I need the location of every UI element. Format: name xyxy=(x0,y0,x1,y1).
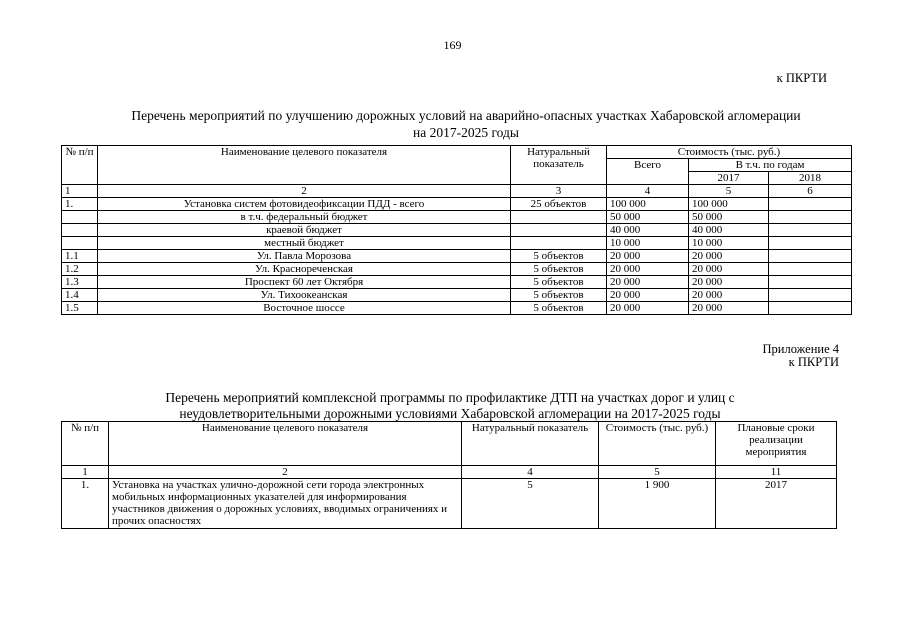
row-name: Ул. Краснореченская xyxy=(98,263,511,276)
appendix-line2: к ПКРТИ xyxy=(788,355,839,369)
table-row xyxy=(62,237,852,250)
row-natural xyxy=(511,211,607,224)
col-number: 1 xyxy=(62,466,109,479)
table-row xyxy=(62,276,852,289)
table1-title-line1: Перечень мероприятий по улучшению дорожных условий на аварийно-опасных участках Хабаровской агломерации xyxy=(131,108,801,123)
row-total: 20 000 xyxy=(607,289,689,302)
row-total: 100 000 xyxy=(607,198,689,211)
row-2017: 20 000 xyxy=(689,276,769,289)
header-name: Наименование целевого показателя xyxy=(109,422,462,466)
header-num: № п/п xyxy=(62,146,98,185)
row-name: Ул. Тихоокеанская xyxy=(98,289,511,302)
header-incl: В т.ч. по годам xyxy=(689,159,852,172)
row-natural: 5 объектов xyxy=(511,276,607,289)
col-number: 2 xyxy=(109,466,462,479)
header-natural: Натуральный показатель xyxy=(462,422,599,466)
row-natural: 5 объектов xyxy=(511,302,607,315)
row-natural: 5 объектов xyxy=(511,289,607,302)
page-number: 169 xyxy=(443,38,462,52)
col-number: 1 xyxy=(62,185,98,198)
row-natural: 5 объектов xyxy=(511,263,607,276)
row-2018 xyxy=(769,289,852,302)
header-num: № п/п xyxy=(62,422,109,466)
table2-title xyxy=(70,390,830,422)
header-natural: Натуральный показатель xyxy=(511,146,607,185)
row-num: 1.4 xyxy=(62,289,98,302)
row-total: 20 000 xyxy=(607,276,689,289)
table-row xyxy=(62,250,852,263)
row-name: в т.ч. федеральный бюджет xyxy=(98,211,511,224)
header-name: Наименование целевого показателя xyxy=(98,146,511,185)
header-terms: Плановые сроки реализации мероприятия xyxy=(716,422,837,466)
row-natural xyxy=(511,237,607,250)
row-total: 20 000 xyxy=(607,263,689,276)
table2 xyxy=(61,421,837,529)
row-natural: 5 xyxy=(462,479,599,529)
row-2018 xyxy=(769,237,852,250)
row-2018 xyxy=(769,224,852,237)
reference-label: к ПКРТИ xyxy=(776,71,827,85)
col-number: 11 xyxy=(716,466,837,479)
table1-title-line2: на 2017-2025 годы xyxy=(413,125,519,140)
header-cost: Стоимость (тыс. руб.) xyxy=(607,146,852,159)
row-2018 xyxy=(769,198,852,211)
row-total: 40 000 xyxy=(607,224,689,237)
row-name: краевой бюджет xyxy=(98,224,511,237)
row-natural xyxy=(511,224,607,237)
row-2018 xyxy=(769,263,852,276)
appendix-label xyxy=(763,343,839,369)
row-2017: 50 000 xyxy=(689,211,769,224)
row-terms: 2017 xyxy=(716,479,837,529)
header-2018: 2018 xyxy=(769,172,852,185)
row-name: Установка на участках улично-дорожной сети города электронных мобильных информационных указателей для информирования участников движения о дорожных условиях, вводимых ограничениях и прочих опасностях xyxy=(109,479,462,529)
row-2017: 100 000 xyxy=(689,198,769,211)
row-cost: 1 900 xyxy=(599,479,716,529)
row-natural: 5 объектов xyxy=(511,250,607,263)
table-row xyxy=(62,302,852,315)
appendix-line1: Приложение 4 xyxy=(762,342,839,356)
table-row xyxy=(62,224,852,237)
row-2017: 10 000 xyxy=(689,237,769,250)
col-number: 5 xyxy=(689,185,769,198)
table1 xyxy=(61,145,852,315)
row-2017: 20 000 xyxy=(689,289,769,302)
row-total: 20 000 xyxy=(607,250,689,263)
row-total: 10 000 xyxy=(607,237,689,250)
row-2017: 20 000 xyxy=(689,263,769,276)
row-2018 xyxy=(769,302,852,315)
col-number: 5 xyxy=(599,466,716,479)
row-num: 1.5 xyxy=(62,302,98,315)
row-name: Восточное шоссе xyxy=(98,302,511,315)
table2-title-line1: Перечень мероприятий комплексной программы по профилактике ДТП на участках дорог и улиц с xyxy=(165,390,735,405)
header-cost: Стоимость (тыс. руб.) xyxy=(599,422,716,466)
row-total: 50 000 xyxy=(607,211,689,224)
col-number: 2 xyxy=(98,185,511,198)
header-total: Всего xyxy=(607,159,689,185)
col-number: 4 xyxy=(607,185,689,198)
table-row xyxy=(62,263,852,276)
row-2017: 20 000 xyxy=(689,302,769,315)
row-name: Проспект 60 лет Октября xyxy=(98,276,511,289)
row-2018 xyxy=(769,276,852,289)
table2-title-line2: неудовлетворительными дорожными условиями Хабаровской агломерации на 2017-2025 годы xyxy=(179,406,721,421)
row-num: 1.3 xyxy=(62,276,98,289)
row-num: 1.2 xyxy=(62,263,98,276)
table-row xyxy=(62,289,852,302)
row-2017: 20 000 xyxy=(689,250,769,263)
row-2017: 40 000 xyxy=(689,224,769,237)
table-row xyxy=(62,198,852,211)
row-num xyxy=(62,224,98,237)
row-num xyxy=(62,237,98,250)
row-num xyxy=(62,211,98,224)
row-name: Ул. Павла Морозова xyxy=(98,250,511,263)
row-num: 1.1 xyxy=(62,250,98,263)
row-name: местный бюджет xyxy=(98,237,511,250)
row-2018 xyxy=(769,250,852,263)
row-natural: 25 объектов xyxy=(511,198,607,211)
table1-title xyxy=(60,107,872,141)
row-num: 1. xyxy=(62,479,109,529)
col-number: 6 xyxy=(769,185,852,198)
table1-body xyxy=(62,198,852,315)
col-number: 3 xyxy=(511,185,607,198)
row-total: 20 000 xyxy=(607,302,689,315)
row-2018 xyxy=(769,211,852,224)
header-2017: 2017 xyxy=(689,172,769,185)
col-number: 4 xyxy=(462,466,599,479)
row-name: Установка систем фотовидеофиксации ПДД - всего xyxy=(98,198,511,211)
table-row xyxy=(62,211,852,224)
row-num: 1. xyxy=(62,198,98,211)
